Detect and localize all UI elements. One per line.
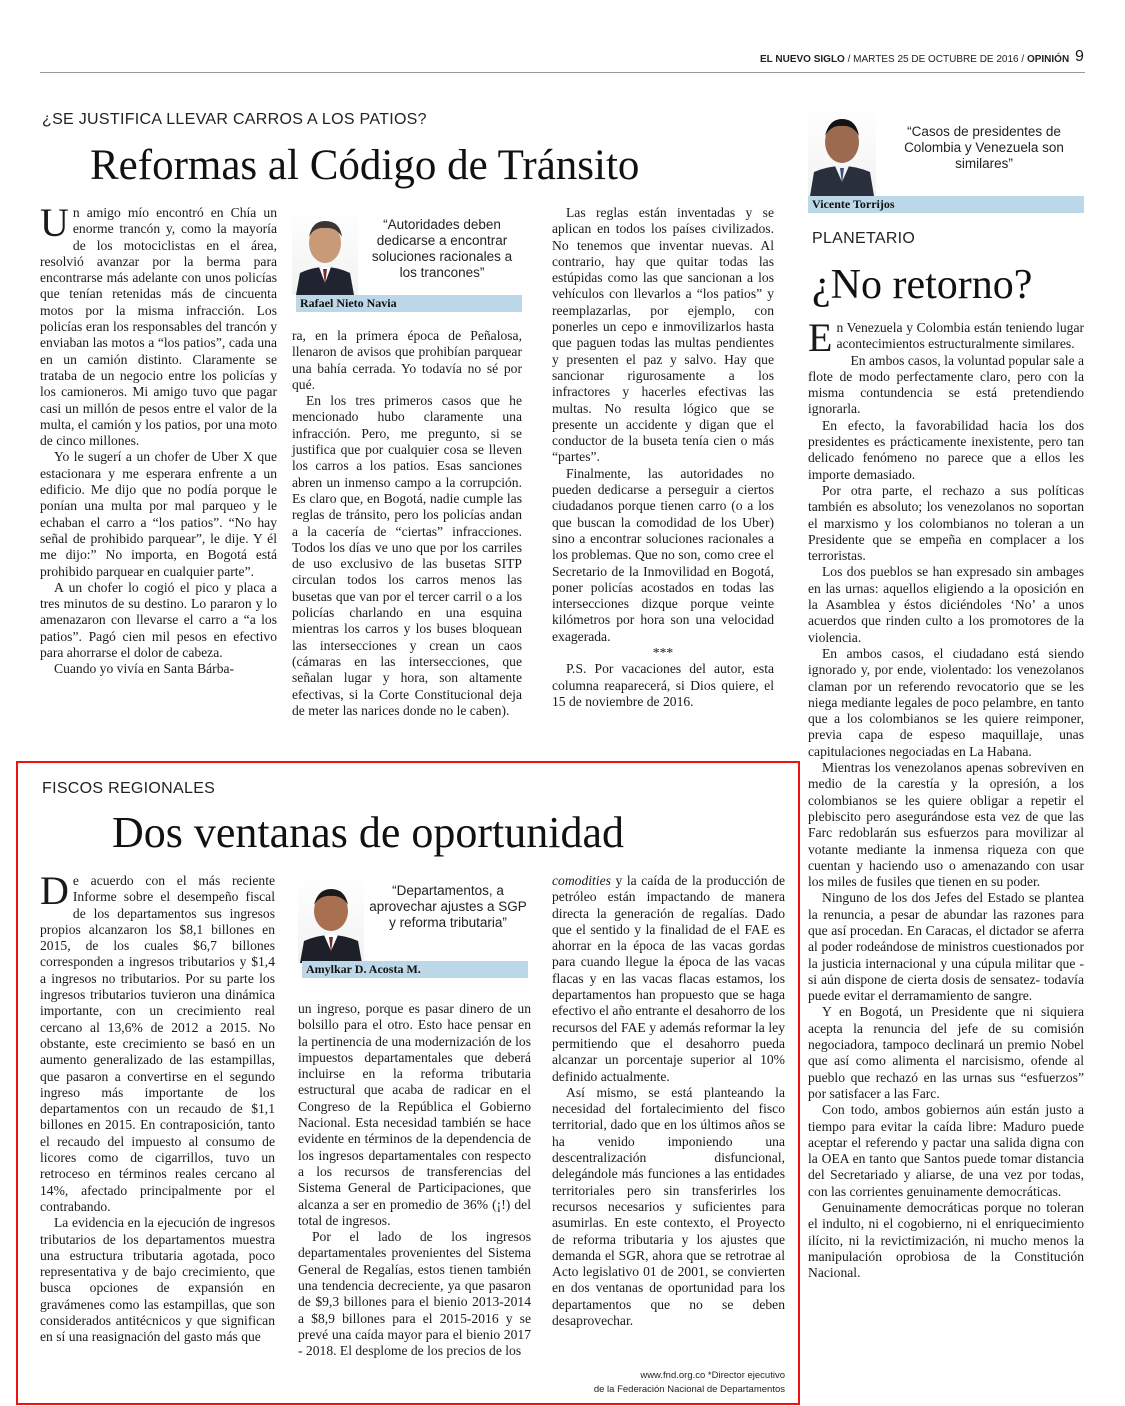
- article2-col1-para-1: e acuerdo con el más reciente Informe sobre el desempeño fiscal de los departamentos sus ingresos propios alcanzaron los $8,1 billones en 2015, de los cuales $6,7 billones corresponden a ingresos tributarios y $1,4 a ingresos no tributarios. Por su parte los ingresos tributarios tuvieron una dinámica importante, con un crecimiento real cercano al 13,6% de 2012 a 2015. No obstante, este crecimiento se basó en un aumento generalizado de las estampillas, que pasaron a convertirse en el segundo ingreso más importante de los departamentos con un recaudo de $1,1 billones en 2015. En contraposición, tanto el recaudo del impuesto al consumo de licores como de cigarrillos, tuvo un retroceso en términos reales cercano al 14%, afectado principalmente por el contrabando.: [40, 873, 275, 1214]
- article3-para-2: En ambos casos, la voluntad popular sale a flote de modo perfectamente claro, pero con la misma contundencia se está pretendiendo ignorarla.: [808, 352, 1084, 417]
- author-photo: [808, 108, 876, 196]
- article2-column-1: [40, 868, 275, 1346]
- article3-para-3: En efecto, la favorabilidad hacia los dos presidentes es prácticamente inexistente, pero tan delicado fenómeno no parece que a ellos les importe demasiado.: [808, 417, 1084, 482]
- article3-para-6: En ambos casos, el ciudadano está siendo ignorado y, por ende, violentado: los venezolanos claman por un referendo revocatorio que se les niega mediante legales de poco pelambre, en tanto que a los colombianos se les quiere reimponer, previa capa de espeso maquillaje, unas capitulaciones negociadas en La Habana.: [808, 645, 1084, 759]
- article2-footnote: [552, 1369, 785, 1397]
- header-rule: [40, 72, 1085, 73]
- section-name: OPINIÓN: [1026, 54, 1070, 65]
- article3-para-8: Ninguno de los dos Jefes del Estado se plantea la renuncia, a pesar de abundar las razones para que así procedan. En Caracas, el dictador se aferra al poder rodeándose de ministros cuestionados por la justicia internacional y una cúpula militar que -si aún dispone de cierta dosis de sensatez- todavía puede evitar el derramamiento de sangre.: [808, 890, 1084, 1004]
- article1-pullquote: “Autoridades deben dedicarse a encontrar soluciones racionales a los trancones”: [371, 217, 513, 280]
- article3-para-5: Los dos pueblos se han expresado sin ambages en las urnas: aquellos eligiendo a la oposición en la Asamblea y éstos diciéndoles ‘No’ a unos acuerdos que rinden culto a los promotores de la violencia.: [808, 564, 1084, 645]
- article1-col2-para-2: En los tres primeros casos que he mencionado hubo claramente una infracción. Pero, me pregunto, si se justifica que por cualquier cosa se lleven los carros a los patios. Esas sanciones abren un inmenso campo a la corrupción. Es claro que, en Bogotá, nadie cumple las reglas de tránsito, pero los policías andan a la cacería de “ciertas” infracciones. Todos los días ve uno que por los carriles de uso exclusivo de las busetas SITP circulan todos los carros menos las busetas que van por el tercer carril o a los policías charlando en una esquina mientras los carros y los buses bloquean las intersecciones y crean un caos (cámaras en las intersecciones, que señalan lugar y hora, son altamente efectivas, si la Corte Constitucional deja de meter las narices donde no le caben).: [292, 393, 522, 718]
- article2-author-name: Amylkar D. Acosta M.: [302, 961, 528, 978]
- article3-author-name: Vicente Torrijos: [808, 196, 1084, 213]
- article1-col1-para-3: A un chofer lo cogió el pico y placa a tres minutos de su destino. Lo pararon y lo amenazaron con llevarse el carro a “a los patios”. Pagó cien mil pesos en efectivo para ahorrarse el dolor de cabeza.: [40, 579, 277, 661]
- article3-kicker: PLANETARIO: [812, 230, 916, 247]
- newspaper-name: EL NUEVO SIGLO: [760, 54, 845, 65]
- article1-col2-para-1: ra, en la primera época de Peñalosa, llenaron de avisos que prohibían parquear una bahía cerrada. Yo todavía no sé por qué.: [292, 328, 522, 392]
- page-header: [760, 54, 1090, 65]
- article1-postscript: P.S. Por vacaciones del autor, esta columna reaparecerá, si Dios quiere, el 15 de noviembre de 2016.: [552, 661, 774, 709]
- article1-dropcap: U: [40, 200, 69, 245]
- article3-author-box: [808, 108, 1086, 214]
- article1-col1-para-1: n amigo mío encontró en Chía un enorme trancón y, como la mayoría de los motociclistas en el área, resolvió avanzar por la berma para encontrarse más adelante con unos policías que tenían retenidas más de cincuenta motos por la misma infracción. Los policías eran los responsables del trancón y enviaban las motos a “los patios”, cada una en un camión distinto. Claramente se trataba de un negocio entre los policías y los camioneros. Mi amigo tuvo que pagar casi un millón de pesos entre el valor de la multa, el camión y los patios, por una moto de cinco millones.: [40, 205, 277, 449]
- article1-author-name: Rafael Nieto Navia: [296, 295, 522, 312]
- article2-footnote-line2: de la Federación Nacional de Departamentos: [593, 1384, 785, 1395]
- article2-footnote-line1: www.fnd.org.co *Director ejecutivo: [640, 1370, 785, 1381]
- article2-author-box: [298, 875, 528, 980]
- article3-dropcap: E: [808, 315, 833, 360]
- author-photo: [292, 205, 358, 295]
- article1-col1-para-2: Yo le sugerí a un chofer de Uber X que estacionara y me esperara enfrente a un edificio. Me dijo que no podía porque le ponían una multa por mal parqueo y le echaban el carro a “los patios”. “No hay señal de prohibido parquear”, le dije. Y él me dijo:” No importa, en Bogotá está prohibido parquear en cualquier parte”.: [40, 449, 277, 579]
- article1-kicker: ¿SE JUSTIFICA LLEVAR CARROS A LOS PATIOS?: [42, 111, 427, 128]
- author-portrait-icon: [808, 108, 876, 196]
- article3-para-1: n Venezuela y Colombia están teniendo lugar acontecimientos estructuralmente similares.: [836, 320, 1084, 352]
- article3-column: [808, 315, 1084, 1282]
- article1-col1-para-4: Cuando yo vivía en Santa Bárba-: [54, 661, 235, 677]
- article2-pullquote: “Departamentos, a aprovechar ajustes a SGP y reforma tributaria”: [369, 883, 527, 930]
- page-number: 9: [1075, 48, 1084, 65]
- issue-date: / MARTES 25 DE OCTUBRE DE 2016 /: [847, 54, 1025, 65]
- article2-col1-para-2: La evidencia en la ejecución de ingresos tributarios de los departamentos muestra una estructura tributaria agotada, poco representativa y de bajo crecimiento, que busca opciones de expansión en gravámenes como las estampillas, que son considerados antitécnicos y que significan en sí una reasignación del gasto más que: [40, 1215, 275, 1345]
- article3-para-9: Y en Bogotá, un Presidente que ni siquiera acepta la renuncia del jefe de su comisión negociadora, tampoco declinará un premio Nobel que así como alimenta el narcisismo, ofende al pueblo que rechazó en las urnas sus “esfuerzos” por satisfacer a las Farc.: [808, 1004, 1084, 1101]
- article3-pullquote: “Casos de presidentes de Colombia y Venezuela son similares”: [904, 124, 1064, 171]
- article1-column-2: [292, 328, 522, 719]
- article3-para-7: Mientras los venezolanos apenas sobreviven en medio de la carestía y la opresión, a los colombianos se les quiere obligar a repetir el plebiscito pero asegurándose esta vez de que las Farc redoblarán sus esfuerzos para movilizar al votante mediante la inmensa riqueza con que cuentan y haciendo uso o amenazando con usar los miles de fusiles que tienen en su poder.: [808, 760, 1084, 890]
- article2-col3-lead: comodities: [552, 873, 611, 888]
- article2-headline: Dos ventanas de oportunidad: [112, 808, 624, 857]
- article2-col3-para-1: y la caída de la producción de petróleo están impactando de manera directa la generación de regalías. Dado que el sentido y la finalidad de el FAE es ahorrar en la época de las vacas gordas para cuando llegue la época de las vacas flacas y en las vacas flacas estamos, los departamentos han propuesto que se haga efectivo el año entrante el desahorro de los recursos del FAE y además reformar la ley permitiendo que el desahorro pueda alcanzar un porcentaje superior al 10% definido actualmente.: [552, 873, 785, 1084]
- article2-kicker: FISCOS REGIONALES: [42, 780, 216, 797]
- article2-col3-para-2: Así mismo, se está planteando la necesidad del fortalecimiento del fisco territorial, dado que en los últimos años se ha venido imponiendo una descentralización disfuncional, delegándole más funciones a las entidades territoriales pero sin transferirles los recursos necesarios y suficientes para asumirlas. En este contexto, el Proyecto de reforma tributaria y los ajustes que demanda el SGR, ahora que se retrotrae al Acto legislativo 01 de 2001, se convierten en dos ventanas de oportunidad para los departamentos que no se deben desaprovechar.: [552, 1084, 785, 1329]
- article1-col3-para-1: Las reglas están inventadas y se aplican en todos los países civilizados. No tenemos que inventar nuevas. Al contrario, hay que quitar todas las estúpidas como las que sancionan a los vehículos con llevarlos a “los patios” y reemplazarlas, por ejemplo, con ponerles un cepo e inmovilizarlos hasta que paguen todas las multas pendientes y presenten el paz y salvo. Hay que sancionar rigurosamente a los infractores y hacerles efectivas las multas. No resulta lógico que se presente un accidente y digan que el conductor de la buseta tenía cien o más “partes”.: [552, 205, 774, 465]
- article1-col3-para-2: Finalmente, las autoridades no pueden dedicarse a perseguir a ciertos ciudadanos porque tienen carro (o a los que buscan la comodidad de los Uber) sino a encontrar soluciones racionales a los problemas. Que no son, como cree el Secretario de la Inmovilidad en Bogotá, poner policías acostados en todas las intersecciones dizque porque veinte kilómetros por hora son una velocidad exagerada.: [552, 465, 774, 644]
- article2-col2-para-1: un ingreso, porque es pasar dinero de un bolsillo para el otro. Esto hace pensar en la pertinencia de una modernización de los impuestos departamentales que deberá incluirse en la reforma tributaria estructural que acaba de radicar en el Congreso de la República el Gobierno Nacional. Esta necesidad también se hace evidente en términos de la dependencia de los ingresos departamentales con respecto a los recursos de transferencias del Sistema General de Participaciones, que alcanza a ser en promedio de 36% (¡!) del total de ingresos.: [298, 1001, 531, 1228]
- author-photo: [298, 875, 364, 963]
- article1-separator: ***: [652, 645, 674, 661]
- article2-col2-para-2: Por el lado de los ingresos departamentales provenientes del Sistema General de Regalías, estos tienen también una tendencia decreciente, ya que pasaron de $9,3 billones para el bienio 2013-2014 a $8,9 billones para el 2015-2016 y se prevé una caída mayor para el bienio 2017 - 2018. El desplome de los precios de los: [298, 1229, 531, 1359]
- author-portrait-icon: [298, 875, 364, 963]
- article2-column-3: [552, 873, 785, 1329]
- article1-column-1: [40, 200, 277, 678]
- article2-column-2: [298, 1001, 531, 1360]
- author-portrait-icon: [292, 205, 358, 295]
- article3-headline: ¿No retorno?: [812, 262, 1033, 308]
- article2-dropcap: D: [40, 868, 69, 913]
- article1-headline: Reformas al Código de Tránsito: [90, 142, 640, 189]
- article3-para-4: Por otra parte, el rechazo a sus políticas también es absoluto; los venezolanos no soportan el marxismo y los colombianos no toleran a un Presidente que se empeña en complacer a los terroristas.: [808, 482, 1084, 564]
- article1-column-3: [552, 205, 774, 710]
- article3-para-11: Genuinamente democráticas porque no toleran el indulto, ni el cogobierno, ni el enriquecimiento ilícito, ni la revictimización, ni mucho menos la manipulación oprobiosa de la Constitución Nacional.: [808, 1200, 1084, 1281]
- article1-author-box: [292, 205, 522, 312]
- article3-para-10: Con todo, ambos gobiernos aún están justo a tiempo para evitar la caída libre: Maduro puede aceptar el referendo y pactar una salida digna con la OEA en tanto que Santos puede tomar distancia del Secretariado y aliarse, de una vez por todas, con las corrientes genuinamente democráticas.: [808, 1102, 1084, 1199]
